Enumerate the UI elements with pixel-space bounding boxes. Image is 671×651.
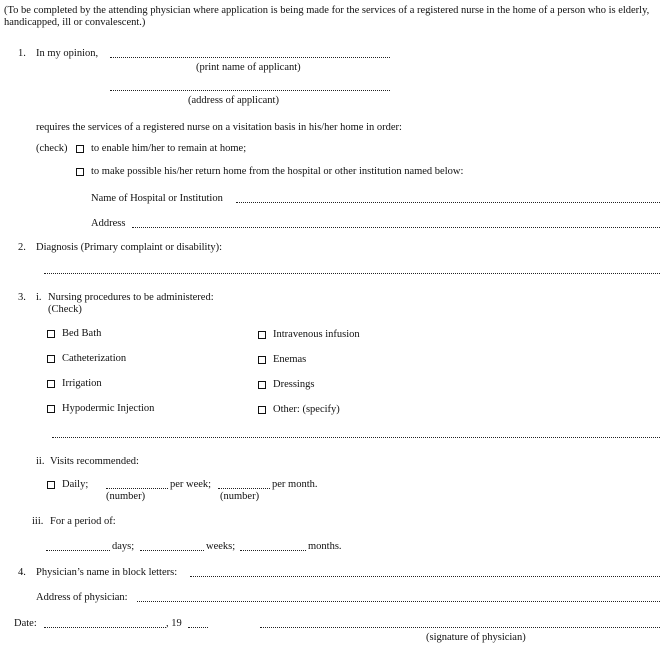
irrigation-label: Irrigation [62,378,102,389]
physician-name-line[interactable] [190,576,660,577]
section-2-number: 2. [18,242,26,253]
per-month-label: per month. [272,479,318,490]
other-specify-label: Other: (specify) [273,404,340,415]
other-checkbox[interactable] [258,406,266,414]
days-label: days; [112,541,135,552]
dressings-checkbox[interactable] [258,381,266,389]
period-label: For a period of: [50,516,116,527]
applicant-address-line[interactable] [110,90,390,91]
period-months-line[interactable] [240,550,306,551]
per-week-number-caption: (number) [106,491,146,502]
daily-checkbox[interactable] [47,481,55,489]
daily-label: Daily; [62,479,89,490]
subsection-iii-number: iii. [32,516,44,527]
requires-services-text: requires the services of a registered nurse on a visitation basis in his/her home in order: [36,122,402,133]
hypodermic-injection-checkbox[interactable] [47,405,55,413]
hospital-address-label: Address [91,218,126,229]
dressings-label: Dressings [273,379,315,390]
procedures-check-label: (Check) [48,304,82,315]
intravenous-infusion-checkbox[interactable] [258,331,266,339]
applicant-name-caption: (print name of applicant) [196,62,301,73]
period-weeks-line[interactable] [140,550,204,551]
section-4-number: 4. [18,567,26,578]
form-instructions: (To be completed by the attending physician where application is being made for the services of a registered nurse in the home of a person who is elderly, handicapped, ill or convalescent.) [4,5,650,28]
nursing-procedures-label: Nursing procedures to be administered: [48,292,214,303]
subsection-i-number: i. [36,292,42,303]
section-1-number: 1. [18,48,26,59]
section-3-number: 3. [18,292,26,303]
bed-bath-label: Bed Bath [62,328,102,339]
period-days-line[interactable] [46,550,110,551]
months-label: months. [308,541,342,552]
physician-name-label: Physician’s name in block letters: [36,567,178,578]
visits-per-month-line[interactable] [218,488,270,489]
remain-home-checkbox[interactable] [76,145,84,153]
catheterization-checkbox[interactable] [47,355,55,363]
enemas-label: Enemas [273,354,307,365]
hypodermic-injection-label: Hypodermic Injection [62,403,155,414]
hospital-name-line[interactable] [236,202,660,203]
applicant-address-caption: (address of applicant) [188,95,279,106]
date-line[interactable] [44,627,166,628]
irrigation-checkbox[interactable] [47,380,55,388]
hospital-name-label: Name of Hospital or Institution [91,193,223,204]
hospital-address-line[interactable] [132,227,660,228]
applicant-name-line[interactable] [110,57,390,58]
year-line[interactable] [188,627,208,628]
per-week-label: per week; [170,479,212,490]
signature-caption: (signature of physician) [426,632,526,643]
signature-line[interactable] [260,627,660,628]
diagnosis-line[interactable] [44,273,660,274]
per-month-number-caption: (number) [220,491,260,502]
visits-recommended-label: Visits recommended: [50,456,139,467]
remain-home-label: to enable him/her to remain at home; [91,143,247,154]
date-label: Date: [14,618,37,629]
bed-bath-checkbox[interactable] [47,330,55,338]
catheterization-label: Catheterization [62,353,127,364]
opinion-label: In my opinion, [36,48,99,59]
return-home-checkbox[interactable] [76,168,84,176]
check-label: (check) [36,143,68,154]
other-procedures-line[interactable] [52,437,660,438]
weeks-label: weeks; [206,541,236,552]
visits-per-week-line[interactable] [106,488,168,489]
physician-address-label: Address of physician: [36,592,128,603]
enemas-checkbox[interactable] [258,356,266,364]
physician-address-line[interactable] [137,601,660,602]
subsection-ii-number: ii. [36,456,45,467]
year-prefix: , 19 [166,618,182,629]
intravenous-infusion-label: Intravenous infusion [273,329,360,340]
diagnosis-label: Diagnosis (Primary complaint or disability): [36,242,223,253]
return-home-label: to make possible his/her return home from the hospital or other institution named below: [91,166,464,177]
